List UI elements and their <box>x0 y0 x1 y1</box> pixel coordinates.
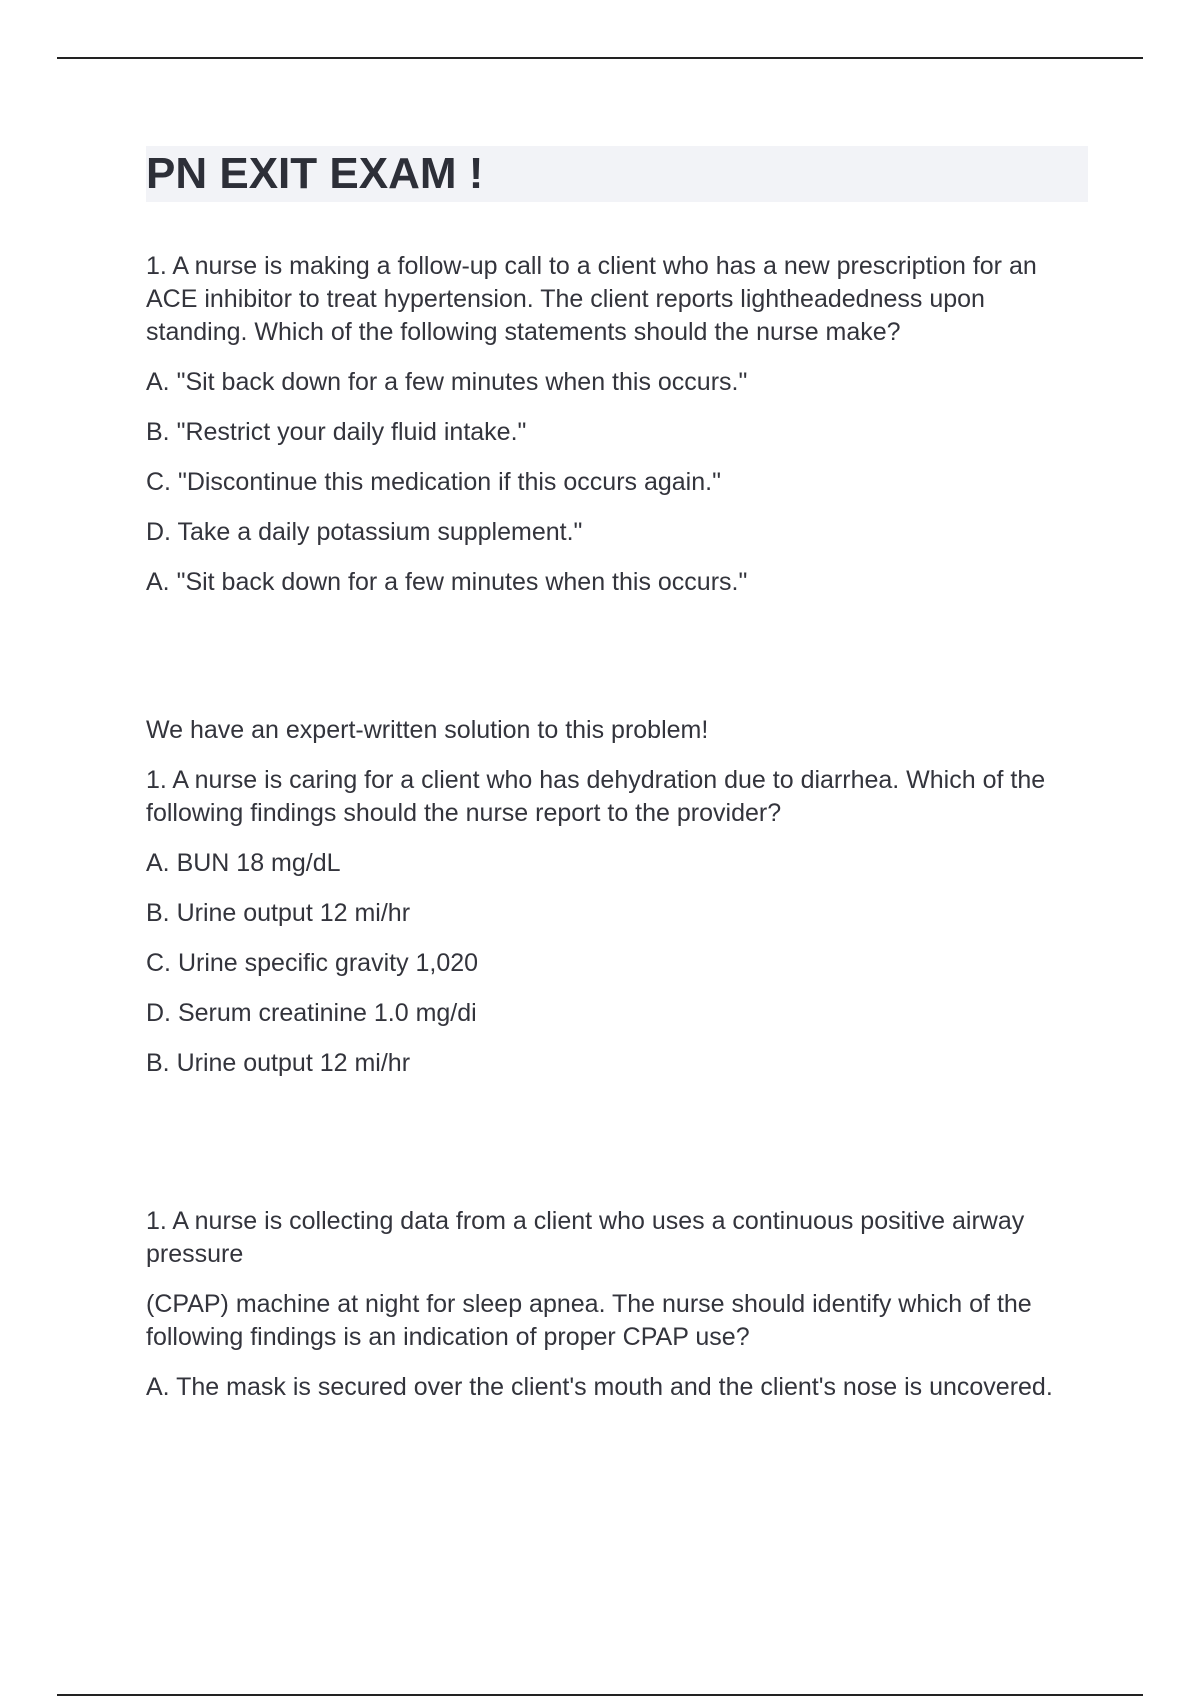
option-a: A. "Sit back down for a few minutes when this occurs." <box>146 368 748 396</box>
option-b: B. Urine output 12 mi/hr <box>146 899 411 927</box>
option-d: D. Serum creatinine 1.0 mg/di <box>146 999 477 1027</box>
bottom-rule <box>57 1694 1143 1696</box>
option-d: D. Take a daily potassium supplement." <box>146 518 583 546</box>
question-2-block <box>146 714 1088 1080</box>
option-b: B. "Restrict your daily fluid intake." <box>146 418 527 446</box>
question-3-block <box>146 1205 1088 1404</box>
option-c: C. "Discontinue this medication if this occurs again." <box>146 468 721 496</box>
question-1-block <box>146 250 1088 599</box>
option-c: C. Urine specific gravity 1,020 <box>146 949 479 977</box>
top-rule <box>57 57 1143 59</box>
option-a: A. The mask is secured over the client's mouth and the client's nose is uncovered. <box>146 1373 1053 1401</box>
solution-notice: We have an expert-written solution to this problem! <box>146 716 709 744</box>
answer-text: A. "Sit back down for a few minutes when this occurs." <box>146 568 748 596</box>
title-band <box>146 146 1088 202</box>
question-text-part-2: (CPAP) machine at night for sleep apnea. The nurse should identify which of the following findings is an indication of proper CPAP use? <box>146 1290 1032 1351</box>
answer-text: B. Urine output 12 mi/hr <box>146 1049 411 1077</box>
page-title: PN EXIT EXAM ! <box>146 149 484 198</box>
question-text: 1. A nurse is making a follow-up call to a client who has a new prescription for an ACE inhibitor to treat hypertension. The client reports lightheadedness upon standing. Which of the following statements should the nurse make? <box>146 252 1037 346</box>
question-text-part-1: 1. A nurse is collecting data from a client who uses a continuous positive airway pressure <box>146 1207 1025 1268</box>
option-a: A. BUN 18 mg/dL <box>146 849 341 877</box>
page-content <box>146 146 1088 1421</box>
question-text: 1. A nurse is caring for a client who has dehydration due to diarrhea. Which of the following findings should the nurse report to the provider? <box>146 766 1046 827</box>
